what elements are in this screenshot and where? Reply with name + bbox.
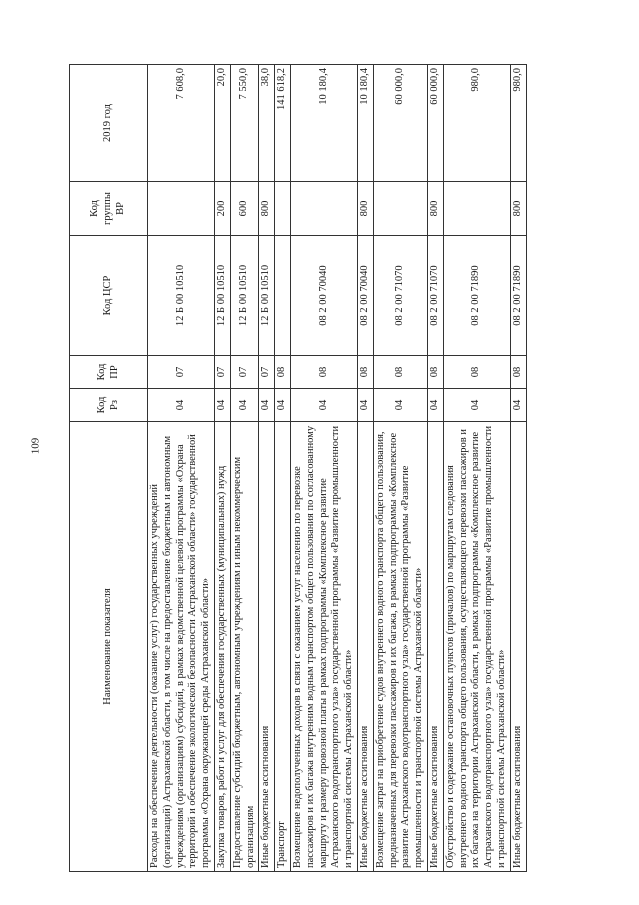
row-pr: 08 bbox=[373, 356, 427, 389]
header-vr: Код группы ВР bbox=[70, 182, 148, 236]
row-amount: 60 000,0 bbox=[427, 65, 443, 182]
row-name: Возмещение затрат на приобретение судов внутреннего водного транспорта общего пользования, предназначенных для перевозки пассажиров и их багажа, в рамках подпрограммы «Комплексное развитие Астраханского водотранспортного узла» государственной программы «Развитие промышленности и транспортной системы Астраханской области» bbox=[373, 422, 427, 872]
row-csr: 08 2 00 70040 bbox=[357, 236, 373, 356]
row-vr: 200 bbox=[214, 182, 230, 236]
row-rz: 04 bbox=[510, 389, 526, 422]
row-name: Предоставление субсидий бюджетным, автономным учреждениям и иным некоммерческим организациям bbox=[230, 422, 259, 872]
budget-table bbox=[69, 64, 527, 872]
row-csr: 08 2 00 71890 bbox=[443, 236, 510, 356]
row-rz: 04 bbox=[290, 389, 357, 422]
row-amount: 38,0 bbox=[259, 65, 275, 182]
row-rz: 04 bbox=[259, 389, 275, 422]
table-row bbox=[259, 65, 275, 872]
row-csr: 12 Б 00 10510 bbox=[230, 236, 259, 356]
table-row bbox=[443, 65, 510, 872]
table-row bbox=[148, 65, 215, 872]
row-rz: 04 bbox=[230, 389, 259, 422]
table-row bbox=[214, 65, 230, 872]
row-pr: 07 bbox=[259, 356, 275, 389]
row-csr bbox=[275, 236, 291, 356]
row-amount: 980,0 bbox=[443, 65, 510, 182]
table-row bbox=[290, 65, 357, 872]
row-rz: 04 bbox=[148, 389, 215, 422]
header-pr: Код ПР bbox=[70, 356, 148, 389]
header-csr: Код ЦСР bbox=[70, 236, 148, 356]
row-name: Закупка товаров, работ и услуг для обеспечения государственных (муниципальных) нужд bbox=[214, 422, 230, 872]
row-vr bbox=[290, 182, 357, 236]
row-amount: 7 550,0 bbox=[230, 65, 259, 182]
row-pr: 08 bbox=[443, 356, 510, 389]
row-pr: 08 bbox=[357, 356, 373, 389]
row-vr bbox=[275, 182, 291, 236]
row-csr: 12 Б 00 10510 bbox=[259, 236, 275, 356]
table-row bbox=[427, 65, 443, 872]
table-row bbox=[357, 65, 373, 872]
row-vr: 800 bbox=[427, 182, 443, 236]
row-rz: 04 bbox=[275, 389, 291, 422]
row-name: Транспорт bbox=[275, 422, 291, 872]
row-csr: 12 Б 00 10510 bbox=[148, 236, 215, 356]
row-name: Обустройство и содержание остановочных пунктов (причалов) по маршрутам следования внутреннего водного транспорта общего пользования, осуществляющего перевозки пассажиров и их багажа на территории Астраханской области, в рамках подпрограммы «Комплексное развитие Астраханского водотранспортного узла» государственной программы «Развитие промышленности и транспортной системы Астраханской области» bbox=[443, 422, 510, 872]
header-year: 2019 год bbox=[70, 65, 148, 182]
row-pr: 07 bbox=[214, 356, 230, 389]
row-name: Иные бюджетные ассигнования bbox=[259, 422, 275, 872]
row-pr: 08 bbox=[427, 356, 443, 389]
row-vr: 800 bbox=[510, 182, 526, 236]
row-pr: 07 bbox=[148, 356, 215, 389]
table-row bbox=[510, 65, 526, 872]
row-vr: 800 bbox=[259, 182, 275, 236]
table-row bbox=[373, 65, 427, 872]
row-amount: 141 618,2 bbox=[275, 65, 291, 182]
row-amount: 10 180,4 bbox=[357, 65, 373, 182]
row-pr: 07 bbox=[230, 356, 259, 389]
header-name: Наименование показателя bbox=[70, 422, 148, 872]
row-amount: 10 180,4 bbox=[290, 65, 357, 182]
row-vr: 800 bbox=[357, 182, 373, 236]
row-pr: 08 bbox=[510, 356, 526, 389]
table-header-row bbox=[70, 65, 148, 872]
row-rz: 04 bbox=[214, 389, 230, 422]
row-name: Иные бюджетные ассигнования bbox=[510, 422, 526, 872]
row-csr: 08 2 00 71890 bbox=[510, 236, 526, 356]
row-csr: 12 Б 00 10510 bbox=[214, 236, 230, 356]
table-row bbox=[275, 65, 291, 872]
row-pr: 08 bbox=[275, 356, 291, 389]
row-rz: 04 bbox=[427, 389, 443, 422]
rotated-page-content bbox=[69, 65, 594, 872]
row-vr bbox=[443, 182, 510, 236]
row-rz: 04 bbox=[357, 389, 373, 422]
row-csr: 08 2 00 71070 bbox=[373, 236, 427, 356]
row-vr: 600 bbox=[230, 182, 259, 236]
row-amount: 20,0 bbox=[214, 65, 230, 182]
table-row bbox=[230, 65, 259, 872]
row-vr bbox=[373, 182, 427, 236]
row-name: Возмещение недополученных доходов в связи с оказанием услуг населению по перевозке пассажиров и их багажа внутренним водным транспортом общего пользования по согласованному маршруту и размеру провозной платы в рамках подпрограммы «Комплексное развитие Астраханского водотранспортного узла» государственной программы «Развитие промышленности и транспортной системы Астраханской области» bbox=[290, 422, 357, 872]
row-csr: 08 2 00 71070 bbox=[427, 236, 443, 356]
rotated-table-wrapper bbox=[69, 65, 594, 872]
row-vr bbox=[148, 182, 215, 236]
row-pr: 08 bbox=[290, 356, 357, 389]
row-csr: 08 2 00 70040 bbox=[290, 236, 357, 356]
row-rz: 04 bbox=[443, 389, 510, 422]
page-number: 109 bbox=[29, 437, 42, 455]
row-rz: 04 bbox=[373, 389, 427, 422]
row-amount: 980,0 bbox=[510, 65, 526, 182]
row-amount: 60 000,0 bbox=[373, 65, 427, 182]
header-rz: Код Рз bbox=[70, 389, 148, 422]
row-name: Иные бюджетные ассигнования bbox=[357, 422, 373, 872]
row-name: Расходы на обеспечение деятельности (оказание услуг) государственных учреждений (организаций) Астраханской области, в том числе на предоставление бюджетным и автономным учреждениям (организациям) субсидий, в рамках ведомственной целевой программы «Охрана территорий и обеспечение экологической безопасности Астраханской области» государственной программы «Охрана окружающей среды Астраханской области» bbox=[148, 422, 215, 872]
row-name: Иные бюджетные ассигнования bbox=[427, 422, 443, 872]
row-amount: 7 608,0 bbox=[148, 65, 215, 182]
